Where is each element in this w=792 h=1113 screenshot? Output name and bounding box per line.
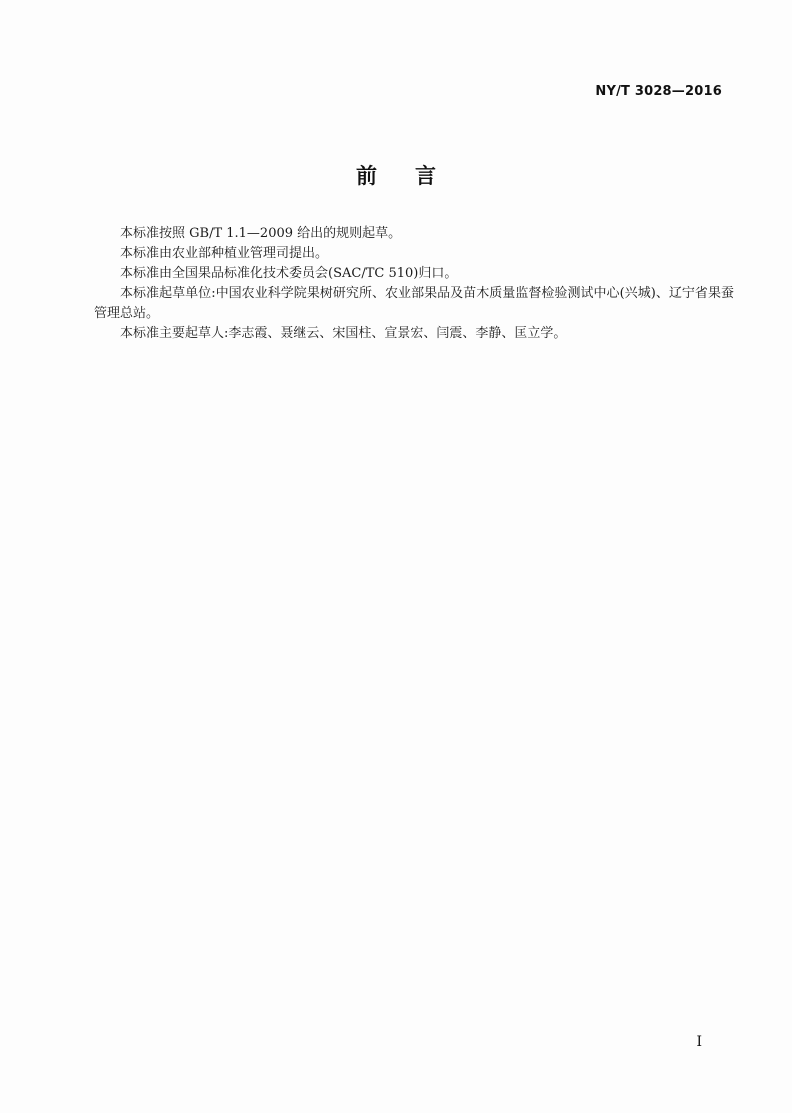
paragraph-drafting-organizations: 本标准起草单位:中国农业科学院果树研究所、农业部果品及苗木质量监督检验测试中心(兴城)、辽宁省果蚕管理总站。 xyxy=(94,286,734,321)
paragraph-main-drafters: 本标准主要起草人:李志霞、聂继云、宋国柱、宣景宏、闫震、李静、匡立学。 xyxy=(120,326,567,341)
page-title: 前言 xyxy=(356,164,474,188)
paragraph-drafting-rules: 本标准按照 GB/T 1.1—2009 给出的规则起草。 xyxy=(120,226,402,241)
standard-number: NY/T 3028—2016 xyxy=(595,84,722,99)
paragraph-proposer: 本标准由农业部种植业管理司提出。 xyxy=(120,246,329,261)
foreword-body xyxy=(94,224,734,344)
page-number: I xyxy=(696,1034,702,1050)
paragraph-technical-committee: 本标准由全国果品标准化技术委员会(SAC/TC 510)归口。 xyxy=(120,266,458,281)
